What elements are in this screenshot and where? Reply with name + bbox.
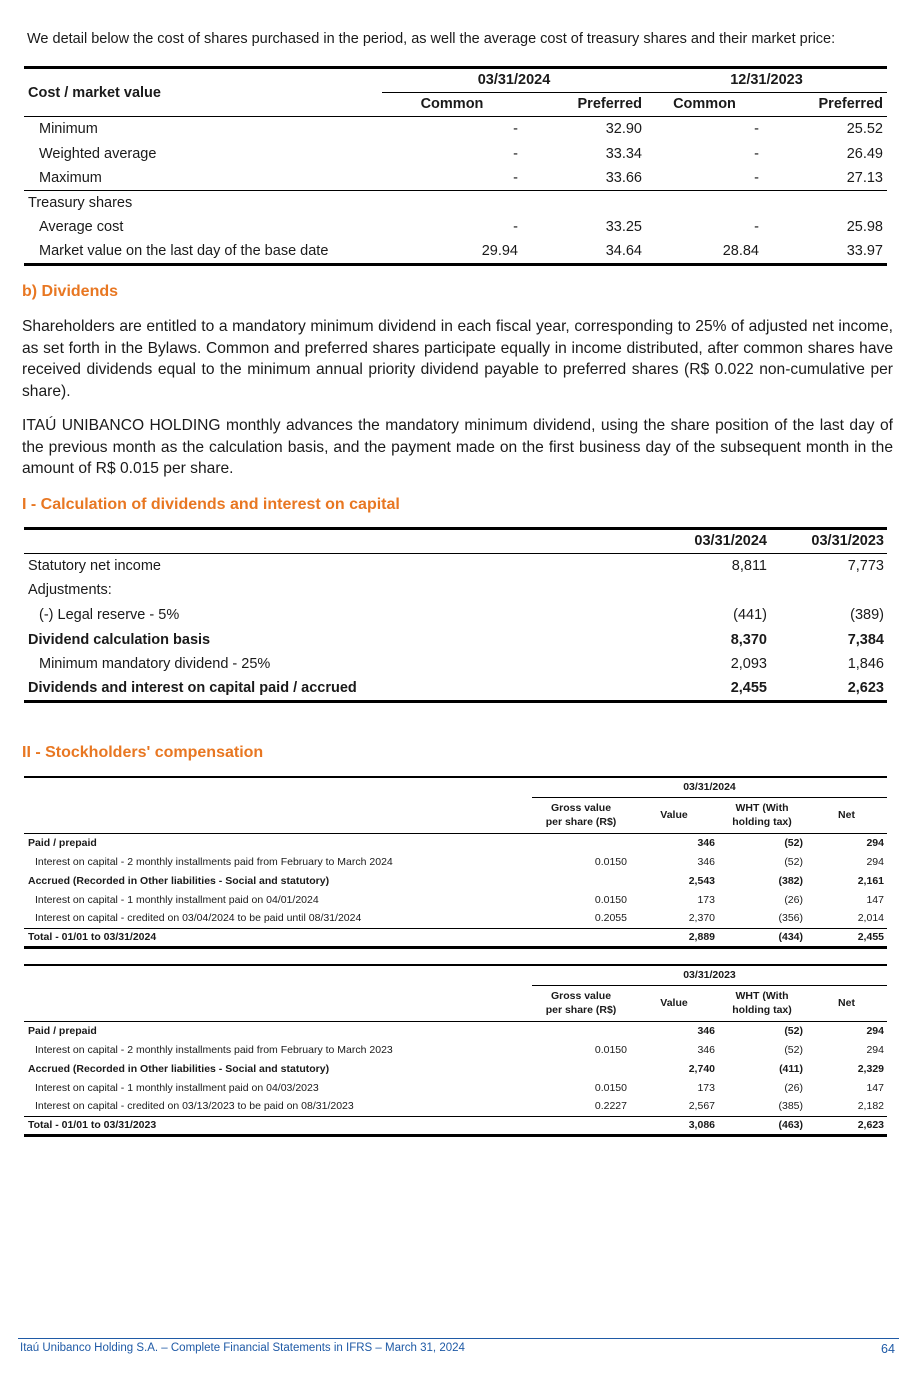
footer-divider bbox=[18, 1338, 899, 1339]
compensation-period-2023: 03/31/2023 bbox=[532, 965, 887, 985]
table-row: Maximum - 33.66 - 27.13 bbox=[24, 166, 887, 191]
dividends-paragraph-1: Shareholders are entitled to a mandatory minimum dividend in each fiscal year, corresponding to 25% of adjusted net income, as set forth in the Bylaws. Common and preferred shares participate equally in income distributed, after common shares have received dividends equal to the minimum annual priority dividend payable to preferred shares (R$ 0.022 non-cumulative per share). bbox=[22, 318, 893, 400]
table-row: Interest on capital - 1 monthly installment paid on 04/01/2024 0.0150 173 (26) 147 bbox=[35, 893, 884, 906]
col-preferred: Preferred bbox=[522, 92, 646, 117]
dividends-heading: b) Dividends bbox=[22, 283, 119, 300]
treasury-cost-table bbox=[24, 66, 887, 266]
compensation-table-2024 bbox=[24, 776, 887, 949]
table-row: Dividends and interest on capital paid / accrued 2,455 2,623 bbox=[24, 677, 887, 702]
dividends-paragraph-2: ITAÚ UNIBANCO HOLDING monthly advances the mandatory minimum dividend, using the share position of the last day of the previous month as the calculation basis, and the payment made on the first business day of the subsequent month in the amount of R$ 0.015 per share. bbox=[22, 417, 893, 477]
calc-col1: 03/31/2024 bbox=[694, 533, 767, 550]
table-row: Market value on the last day of the base date 29.94 34.64 28.84 33.97 bbox=[24, 240, 887, 265]
compensation-heading: II - Stockholders' compensation bbox=[22, 744, 264, 761]
col-wht: WHT (With holding tax) bbox=[732, 802, 792, 828]
table-row: Adjustments: bbox=[28, 582, 112, 599]
table-row: Interest on capital - credited on 03/04/2024 to be paid until 08/31/2024 0.2055 2,370 (356) 2,014 bbox=[24, 909, 887, 928]
table-row: Interest on capital - 2 monthly installments paid from February to March 2024 0.0150 346 (52) 294 bbox=[35, 855, 884, 868]
table-row: Interest on capital - credited on 03/13/2023 to be paid on 08/31/2023 0.2227 2,567 (385) 2,182 bbox=[24, 1097, 887, 1116]
col-value: Value bbox=[660, 997, 688, 1009]
table-row: Statutory net income 8,811 7,773 bbox=[28, 557, 884, 574]
col-wht: WHT (With holding tax) bbox=[732, 990, 792, 1016]
table-row: Accrued (Recorded in Other liabilities - Social and statutory) 2,543 (382) 2,161 bbox=[28, 874, 884, 887]
col-common: Common bbox=[646, 92, 763, 117]
table-row: (-) Legal reserve - 5% (441) (389) bbox=[39, 606, 884, 623]
table-row: Average cost - 33.25 - 25.98 bbox=[39, 219, 883, 236]
table1-period1: 03/31/2024 bbox=[382, 68, 646, 93]
col-value: Value bbox=[660, 809, 688, 821]
col-net: Net bbox=[838, 809, 855, 821]
col-gross-value: Gross value per share (R$) bbox=[545, 802, 617, 828]
table-row bbox=[24, 190, 887, 215]
table-row: Paid / prepaid 346 (52) 294 bbox=[28, 836, 884, 849]
compensation-table-2023 bbox=[24, 964, 887, 1137]
table-row: Accrued (Recorded in Other liabilities - Social and statutory) 2,740 (411) 2,329 bbox=[28, 1062, 884, 1075]
table1-header-label: Cost / market value bbox=[28, 84, 161, 101]
intro-text: We detail below the cost of shares purchased in the period, as well the average cost of treasury shares and their market price: bbox=[27, 31, 836, 47]
col-net: Net bbox=[838, 997, 855, 1009]
calc-col2: 03/31/2023 bbox=[811, 533, 884, 550]
col-common: Common bbox=[382, 92, 522, 117]
table-row: Interest on capital - 2 monthly installments paid from February to March 2023 0.0150 346 (52) 294 bbox=[35, 1043, 884, 1056]
table-row: Dividend calculation basis 8,370 7,384 bbox=[28, 631, 884, 648]
table-row: Minimum - 32.90 - 25.52 bbox=[24, 117, 887, 142]
table-row: Minimum mandatory dividend - 25% 2,093 1,846 bbox=[39, 656, 884, 673]
footer-text: Itaú Unibanco Holding S.A. – Complete Financial Statements in IFRS – March 31, 2024 bbox=[20, 1342, 465, 1354]
table1-period2: 12/31/2023 bbox=[646, 68, 887, 93]
total-row: Total - 01/01 to 03/31/2024 2,889 (434) 2,455 bbox=[24, 928, 887, 947]
compensation-period-2024: 03/31/2024 bbox=[532, 777, 887, 797]
calculation-heading: I - Calculation of dividends and interest on capital bbox=[22, 496, 400, 513]
dividend-calculation-table bbox=[24, 527, 887, 703]
table-row: Paid / prepaid 346 (52) 294 bbox=[28, 1024, 884, 1037]
table-row: Weighted average - 33.34 - 26.49 bbox=[39, 145, 883, 162]
total-row: Total - 01/01 to 03/31/2023 3,086 (463) 2,623 bbox=[24, 1116, 887, 1135]
treasury-label: Treasury shares bbox=[28, 195, 133, 212]
table-row: Interest on capital - 1 monthly installment paid on 04/03/2023 0.0150 173 (26) 147 bbox=[35, 1081, 884, 1094]
page-number: 64 bbox=[881, 1342, 895, 1356]
col-gross-value: Gross value per share (R$) bbox=[545, 990, 617, 1016]
col-preferred: Preferred bbox=[763, 92, 887, 117]
